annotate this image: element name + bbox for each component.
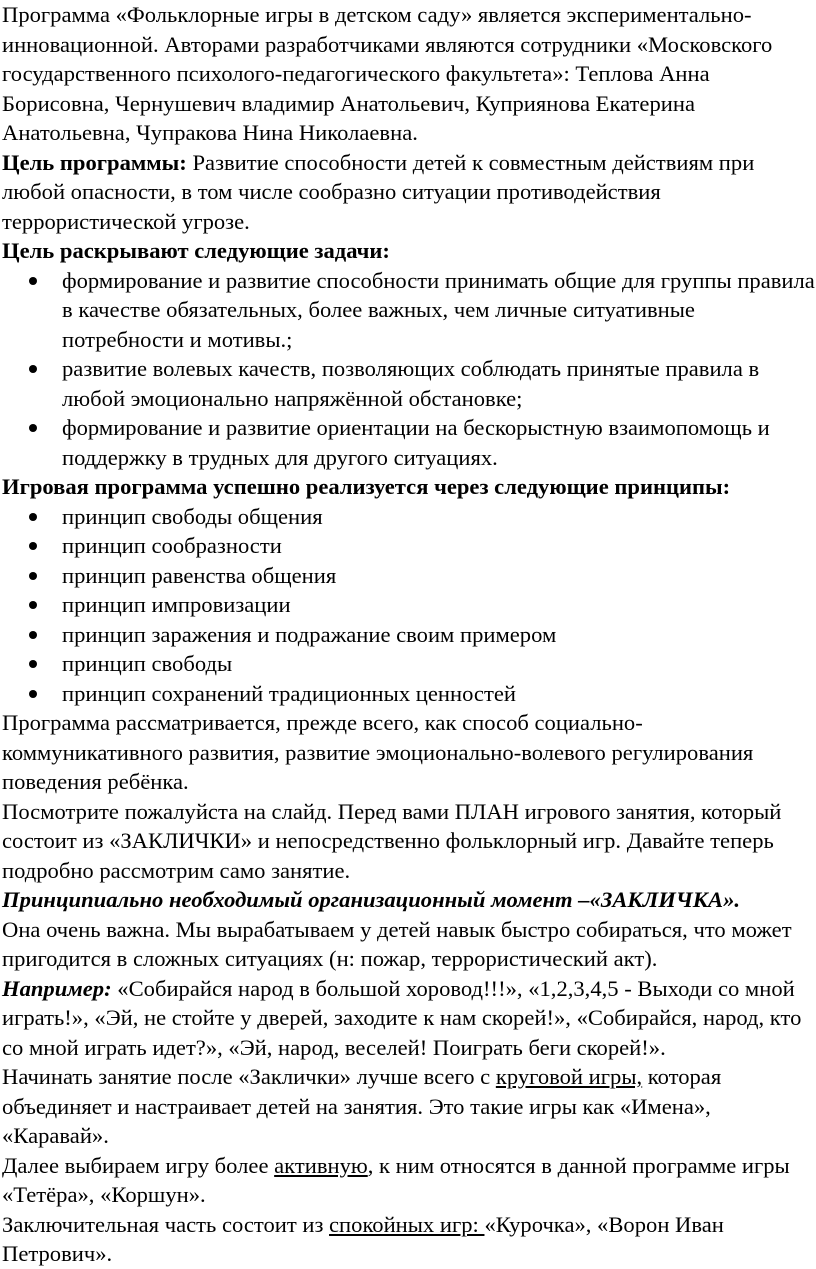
goal-paragraph xyxy=(2,148,816,237)
list-item-text: формирование и развитие способности принимать общие для группы правила в качестве обязательных, более важных, чем личные ситуативные потребности и мотивы.; xyxy=(62,267,815,352)
tasks-list xyxy=(2,266,816,473)
calm-games-underlined: спокойных игр: xyxy=(329,1211,485,1237)
list-item-text: принцип сообразности xyxy=(62,533,282,558)
list-item xyxy=(2,649,816,679)
list-item xyxy=(2,354,816,413)
moment-heading: Принципиально необходимый организационный момент –«ЗАКЛИЧКА». xyxy=(2,887,741,912)
list-item xyxy=(2,413,816,472)
bullet-icon xyxy=(29,513,37,521)
list-item-text: развитие волевых качеств, позволяющих соблюдать принятые правила в любой эмоционально напряжённой обстановке; xyxy=(62,356,760,411)
slide-paragraph: Посмотрите пожалуйста на слайд. Перед вами ПЛАН игрового занятия, который состоит из «ЗАКЛИЧКИ» и непосредственно фольклорный игр. Давайте теперь подробно рассмотрим само занятие. xyxy=(2,798,782,883)
list-item-text: принцип свободы общения xyxy=(62,503,323,529)
bullet-icon xyxy=(29,690,37,698)
start-text-before: Начинать занятие после «Заклички» лучше всего с xyxy=(2,1064,496,1089)
example-label: Например: xyxy=(2,975,112,1001)
next-text-before: Далее выбираем игру более xyxy=(2,1152,275,1178)
active-game-underlined: активную xyxy=(274,1152,368,1178)
list-item xyxy=(2,266,816,355)
start-paragraph xyxy=(2,1062,816,1151)
moment-paragraph: Она очень важна. Мы вырабатываем у детей навык быстро собираться, что может пригодится в сложных ситуациях (н: пожар, террористический акт). xyxy=(2,916,792,971)
bullet-icon xyxy=(29,542,37,550)
consideration-paragraph: Программа рассматривается, прежде всего, как способ социально-коммуникативного развития, развитие эмоционально-волевого регулирования поведения ребёнка. xyxy=(2,710,754,794)
list-item xyxy=(2,531,816,561)
example-text: «Собирайся народ в большой хоровод!!!», «1,2,3,4,5 - Выходи со мной играть!», «Эй, не стойте у дверей, заходите к нам скорей!», «Собирайся, народ, кто со мной играть идет?», «Эй, народ, веселей! Поиграть беги скорей!». xyxy=(2,975,802,1060)
bullet-icon xyxy=(29,277,37,285)
list-item-text: формирование и развитие ориентации на бескорыстную взаимопомощь и поддержку в трудных для другого ситуациях. xyxy=(62,415,770,470)
list-item xyxy=(2,502,816,532)
list-item xyxy=(2,620,816,650)
intro-text: Программа «Фольклорные игры в детском саду» является экспериментально-инновационной. Авторами разработчиками являются сотрудники «Московского государственного психолого-педагогического факультета»: Теплова Анна Борисовна, Чернушевич владимир Анатольевич, Куприянова Екатерина Анатольевна, Чупракова Нина Николаевна. xyxy=(2,2,773,145)
principles-heading: Игровая программа успешно реализуется через следующие принципы: xyxy=(2,474,731,499)
next-text-after: , к ним относятся в данной программе игры «Тетёра», «Коршун». xyxy=(2,1152,790,1207)
bullet-icon xyxy=(29,660,37,668)
tasks-heading: Цель раскрывают следующие задачи: xyxy=(2,238,390,263)
bullet-icon xyxy=(29,424,37,432)
bullet-icon xyxy=(29,365,37,373)
list-item xyxy=(2,590,816,620)
intro-paragraph xyxy=(2,0,816,148)
list-item-text: принцип импровизации xyxy=(62,592,291,617)
example-paragraph xyxy=(2,974,816,1063)
next-paragraph xyxy=(2,1151,816,1210)
bullet-icon xyxy=(29,601,37,609)
list-item xyxy=(2,679,816,709)
final-text-before: Заключительная часть состоит из xyxy=(2,1211,330,1237)
principles-list xyxy=(2,502,816,709)
round-game-underlined: круговой игры, xyxy=(495,1064,643,1089)
list-item-text: принцип равенства общения xyxy=(62,562,337,588)
bullet-icon xyxy=(29,631,37,639)
list-item-text: принцип свободы xyxy=(62,651,233,676)
bullet-icon xyxy=(29,572,37,580)
list-item xyxy=(2,561,816,591)
goal-text: Развитие способности детей к совместным действиям при любой опасности, в том числе сообразно ситуации противодействия террористической угрозе. xyxy=(2,149,755,234)
list-item-text: принцип заражения и подражание своим примером xyxy=(62,621,557,647)
final-text-after: «Курочка», «Ворон Иван Петрович». xyxy=(2,1211,724,1266)
goal-label: Цель программы: xyxy=(2,149,187,175)
final-paragraph xyxy=(2,1210,816,1269)
list-item-text: принцип сохранений традиционных ценностей xyxy=(62,680,516,706)
start-text-after: которая объединяет и настраивает детей на занятия. Это такие игры как «Имена», «Каравай». xyxy=(2,1064,722,1148)
